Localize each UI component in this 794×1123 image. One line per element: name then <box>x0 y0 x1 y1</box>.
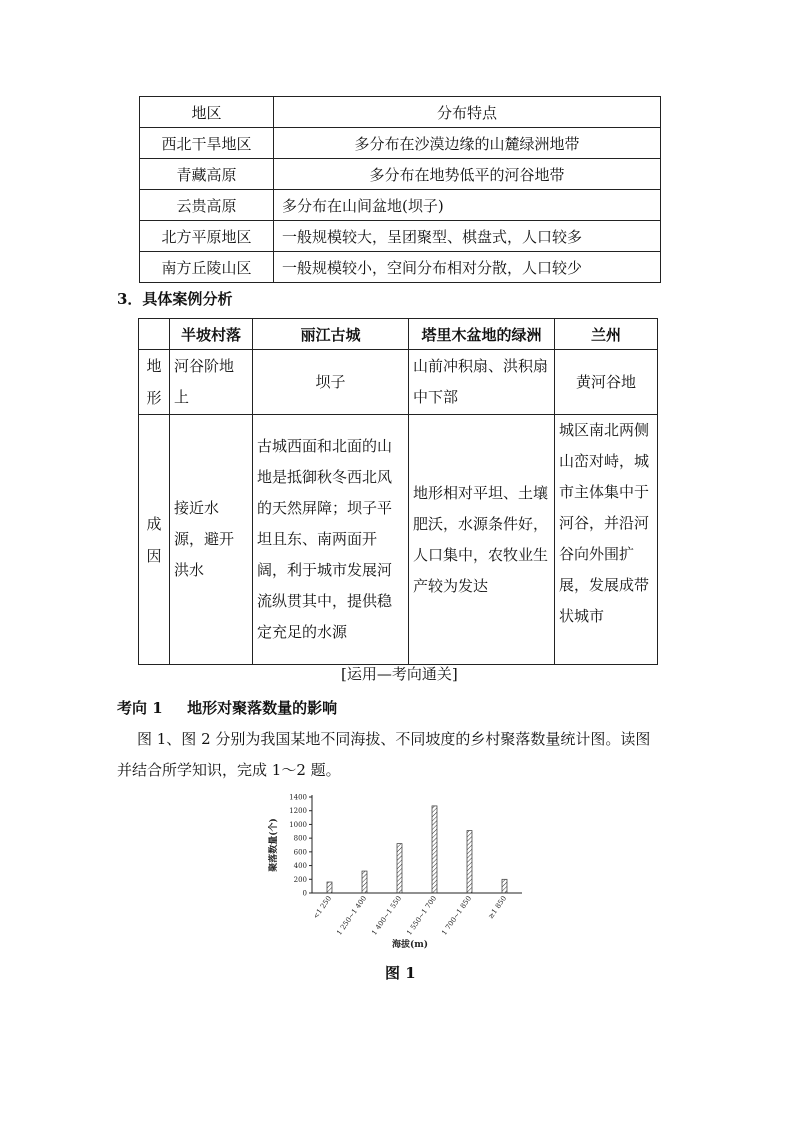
section-title: 3．具体案例分析 <box>117 290 233 308</box>
bar-2 <box>397 844 402 893</box>
y-tick-label: 0 <box>302 889 307 898</box>
table2-header: 丽江古城 <box>253 319 409 350</box>
case-analysis-table <box>138 318 658 665</box>
table2-cell: 接近水源，避开洪水 <box>170 415 253 665</box>
x-ticks <box>312 895 508 937</box>
x-tick-label: 1 700~1 850 <box>440 894 474 937</box>
y-tick-label: 400 <box>293 862 307 871</box>
intro-line-1: 图 1、图 2 分别为我国某地不同海拔、不同坡度的乡村聚落数量统计图。读图 <box>137 730 651 748</box>
table1-cell: 西北干旱地区 <box>140 128 274 159</box>
x-tick-label: 1 550~1 700 <box>405 894 439 937</box>
table2-cell: 坝子 <box>253 350 409 415</box>
kaoxiang-prefix: 考向 1 <box>117 699 163 717</box>
kaoxiang-title: 地形对聚落数量的影响 <box>187 699 338 717</box>
x-tick-label: 1 250~1 400 <box>335 894 369 937</box>
y-tick-label: 800 <box>293 834 307 843</box>
table2-cell: 地形相对平坦、土壤肥沃，水源条件好，人口集中，农牧业生产较为发达 <box>409 415 555 665</box>
row-label-terrain <box>139 350 170 415</box>
apply-title: [运用—考向通关] <box>341 665 458 683</box>
bar-0 <box>327 882 332 893</box>
table1-cell: 南方丘陵山区 <box>140 252 274 283</box>
y-tick-label: 1000 <box>289 820 307 829</box>
table2-cell: 黄河谷地 <box>555 350 658 415</box>
table1-cell: 一般规模较大，呈团聚型、棋盘式，人口较多 <box>274 221 661 252</box>
bar-4 <box>467 831 472 893</box>
kaoxiang-heading <box>117 697 337 718</box>
y-ticks <box>289 794 312 898</box>
intro-line-2: 并结合所学知识，完成 1～2 题。 <box>117 761 341 779</box>
table2-cell: 山前冲积扇、洪积扇中下部 <box>409 350 555 415</box>
table2-header: 半坡村落 <box>170 319 253 350</box>
x-tick-label: <1 250 <box>311 894 334 921</box>
table2-cell: 城区南北两侧山峦对峙，城市主体集中于河谷，并沿河谷向外围扩展，发展成带状城市 <box>555 415 658 665</box>
x-tick-label: ≥1 850 <box>486 894 509 921</box>
table1-cell: 青藏高原 <box>140 159 274 190</box>
table1-header-region: 地区 <box>140 97 274 128</box>
bar-3 <box>432 806 437 893</box>
x-tick-label: 1 400~1 550 <box>370 894 404 937</box>
table2-header: 兰州 <box>555 319 658 350</box>
y-tick-label: 1200 <box>289 807 307 816</box>
bars <box>327 806 507 893</box>
table1-cell: 多分布在山间盆地(坝子) <box>274 190 661 221</box>
table1-header-features: 分布特点 <box>274 97 661 128</box>
figure-caption: 图 1 <box>385 964 416 982</box>
settlement-distribution-table <box>139 96 661 283</box>
row-label-cause <box>139 415 170 665</box>
y-axis-label: 聚落数量(个) <box>269 818 279 872</box>
bar-5 <box>502 879 507 893</box>
table1-cell: 多分布在沙漠边缘的山麓绿洲地带 <box>274 128 661 159</box>
y-tick-label: 200 <box>293 875 307 884</box>
table2-cell: 河谷阶地上 <box>170 350 253 415</box>
table2-cell: 古城西面和北面的山地是抵御秋冬西北风的天然屏障；坝子平坦且东、南两面开阔，利于城市发展河流纵贯其中，提供稳定充足的水源 <box>253 415 409 665</box>
table1-cell: 一般规模较小，空间分布相对分散，人口较少 <box>274 252 661 283</box>
row-label-text: 地形 <box>146 357 162 407</box>
x-axis-label: 海拔(m) <box>391 940 429 950</box>
table1-cell: 北方平原地区 <box>140 221 274 252</box>
table2-header: 塔里木盆地的绿洲 <box>409 319 555 350</box>
row-label-text: 成因 <box>146 514 162 565</box>
altitude-settlement-chart <box>260 785 540 955</box>
y-tick-label: 1400 <box>289 793 307 802</box>
y-tick-label: 600 <box>293 848 307 857</box>
table2-header-empty <box>139 319 170 350</box>
bar-1 <box>362 871 367 893</box>
table1-cell: 多分布在地势低平的河谷地带 <box>274 159 661 190</box>
table1-cell: 云贵高原 <box>140 190 274 221</box>
